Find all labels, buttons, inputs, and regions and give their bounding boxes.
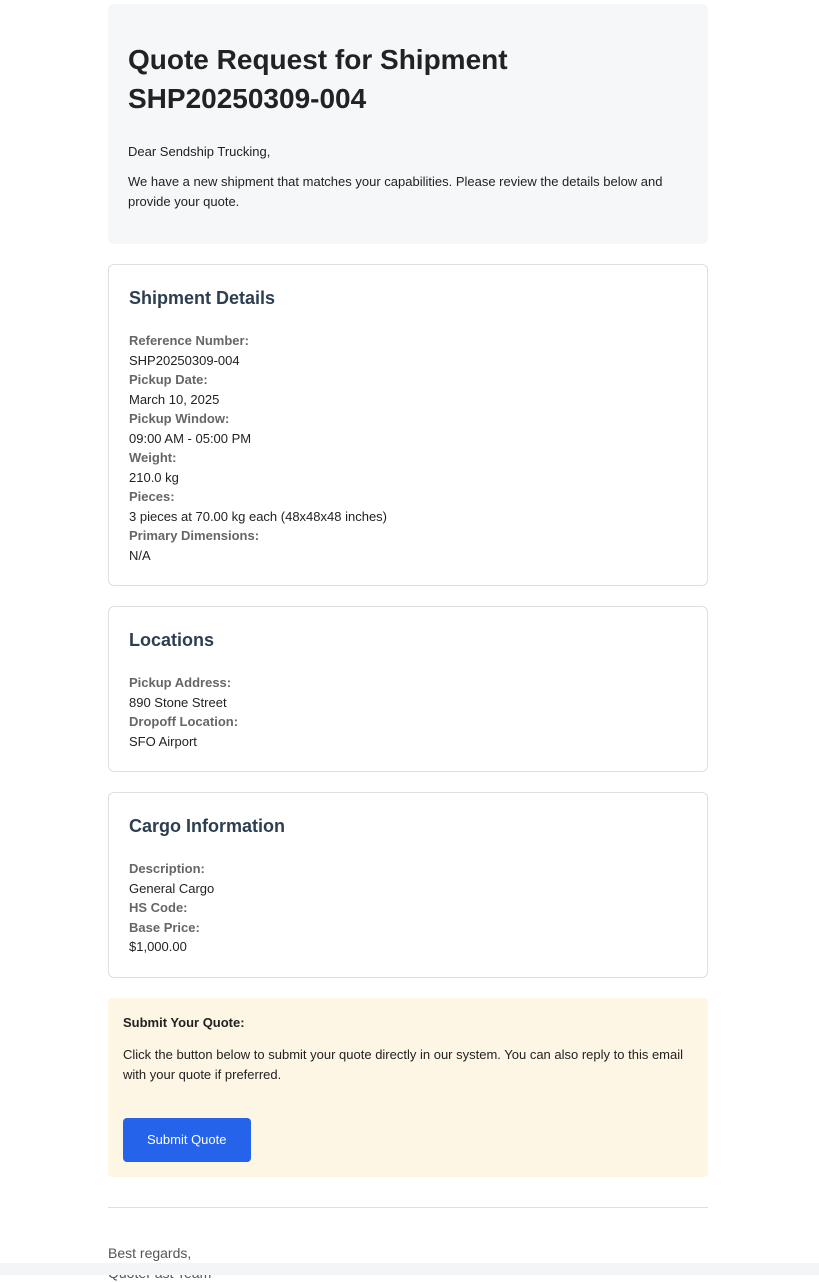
closing-text: Best regards, [108, 1244, 192, 1261]
field-value: 890 Stone Street [129, 694, 227, 710]
field-description [129, 859, 687, 898]
field-value: SHP20250309-004 [129, 352, 240, 368]
field-label: Dropoff Location: [129, 714, 239, 729]
field-base-price [129, 918, 687, 957]
submit-quote-button[interactable]: Submit Quote [123, 1118, 251, 1162]
field-pickup-date [129, 370, 687, 409]
shipment-details-card [108, 264, 708, 586]
field-primary-dimensions [129, 526, 687, 565]
field-label: Pickup Date: [129, 372, 208, 387]
field-value: 3 pieces at 70.00 kg each (48x48x48 inches) [129, 508, 388, 524]
field-value: N/A [129, 547, 151, 563]
field-label: Pieces: [129, 489, 175, 504]
submit-quote-title: Submit Your Quote: [123, 1014, 245, 1030]
shipment-details-heading: Shipment Details [129, 288, 276, 308]
intro-text: We have a new shipment that matches your capabilities. Please review the details below and provide your quote. [128, 174, 663, 209]
field-value: General Cargo [129, 880, 215, 896]
locations-card [108, 606, 708, 772]
greeting: Dear Sendship Trucking, [128, 144, 271, 159]
submit-quote-box [108, 998, 708, 1177]
cargo-information-card [108, 792, 708, 978]
field-dropoff-location [129, 712, 687, 751]
field-label: HS Code: [129, 900, 188, 915]
field-reference-number [129, 331, 687, 370]
locations-heading: Locations [129, 630, 215, 650]
submit-quote-text: Click the button below to submit your quote directly in our system. You can also reply to this email with your quote if preferred. [123, 1046, 684, 1082]
field-hs-code [129, 898, 687, 918]
bottom-strip [0, 1263, 819, 1275]
divider [108, 1207, 708, 1208]
page-title: Quote Request for Shipment SHP20250309-004 [128, 44, 508, 114]
field-pieces [129, 487, 687, 526]
field-value: SFO Airport [129, 733, 197, 749]
cargo-information-heading: Cargo Information [129, 816, 285, 836]
field-label: Pickup Address: [129, 675, 232, 690]
field-pickup-address [129, 673, 687, 712]
field-value: 09:00 AM - 05:00 PM [129, 430, 252, 446]
email-header [108, 4, 708, 244]
field-label: Reference Number: [129, 333, 249, 348]
field-value: March 10, 2025 [129, 391, 220, 407]
field-label: Weight: [129, 450, 177, 465]
field-label: Description: [129, 861, 205, 876]
email-body [108, 4, 708, 1283]
field-weight [129, 448, 687, 487]
field-label: Pickup Window: [129, 411, 230, 426]
field-value: 210.0 kg [129, 469, 179, 485]
field-label: Primary Dimensions: [129, 528, 260, 543]
field-pickup-window [129, 409, 687, 448]
field-label: Base Price: [129, 919, 200, 935]
field-value: $1,000.00 [129, 939, 187, 954]
